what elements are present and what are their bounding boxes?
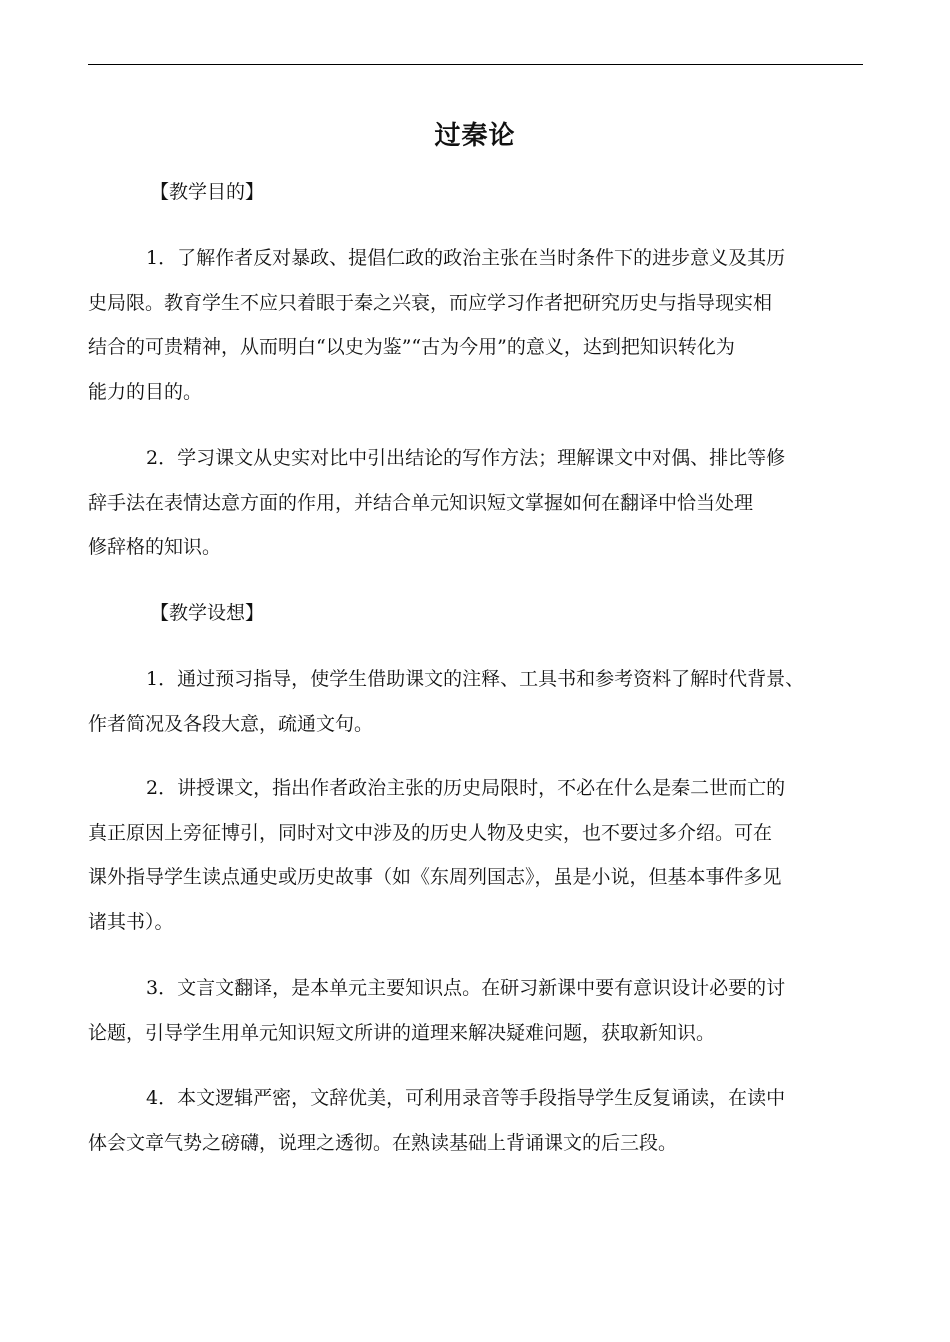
plan-paragraph-3 [88, 966, 870, 1055]
paragraph-line: 2．讲授课文，指出作者政治主张的历史局限时，不必在什么是秦二世而亡的 [146, 777, 786, 799]
document-title: 过秦论 [434, 121, 516, 151]
plan-paragraph-4 [88, 1076, 870, 1165]
paragraph-line: 1．通过预习指导，使学生借助课文的注释、工具书和参考资料了解时代背景、 [146, 668, 805, 690]
section-heading-teaching-plan: 【教学设想】 [150, 602, 265, 624]
paragraph-line: 体会文章气势之磅礴，说理之透彻。在熟读基础上背诵课文的后三段。 [88, 1131, 678, 1154]
paragraph-line: 论题，引导学生用单元知识短文所讲的道理来解决疑难问题，获取新知识。 [88, 1021, 716, 1044]
paragraph-line: 4．本文逻辑严密，文辞优美，可利用录音等手段指导学生反复诵读，在读中 [146, 1087, 786, 1109]
paragraph-line: 结合的可贵精神，从而明白“以史为鉴”“古为今用”的意义，达到把知识转化为 [88, 336, 735, 358]
plan-paragraph-1 [88, 657, 870, 746]
plan-paragraph-2 [88, 766, 870, 944]
paragraph-line: 辞手法在表情达意方面的作用，并结合单元知识短文掌握如何在翻译中恰当处理 [88, 491, 754, 514]
goal-paragraph-2 [88, 436, 870, 570]
paragraph-line: 3．文言文翻译，是本单元主要知识点。在研习新课中要有意识设计必要的讨 [146, 977, 786, 999]
paragraph-line: 修辞格的知识。 [88, 536, 222, 558]
paragraph-line: 课外指导学生读点通史或历史故事（如《东周列国志》，虽是小说，但基本事件多见 [88, 866, 782, 888]
paragraph-line: 2．学习课文从史实对比中引出结论的写作方法；理解课文中对偶、排比等修 [146, 447, 786, 469]
paragraph-line: 1．了解作者反对暴政、提倡仁政的政治主张在当时条件下的进步意义及其历 [146, 247, 786, 269]
goal-paragraph-1 [88, 236, 870, 414]
paragraph-line: 真正原因上旁征博引，同时对文中涉及的历史人物及史实，也不要过多介绍。可在 [88, 821, 773, 844]
paragraph-line: 作者简况及各段大意，疏通文句。 [88, 712, 374, 735]
paragraph-line: 能力的目的。 [88, 380, 203, 403]
paragraph-line: 诸其书）。 [88, 910, 174, 933]
section-heading-teaching-goals: 【教学目的】 [150, 181, 265, 203]
paragraph-line: 史局限。教育学生不应只着眼于秦之兴衰，而应学习作者把研究历史与指导现实相 [88, 291, 773, 314]
header-rule [88, 64, 863, 65]
